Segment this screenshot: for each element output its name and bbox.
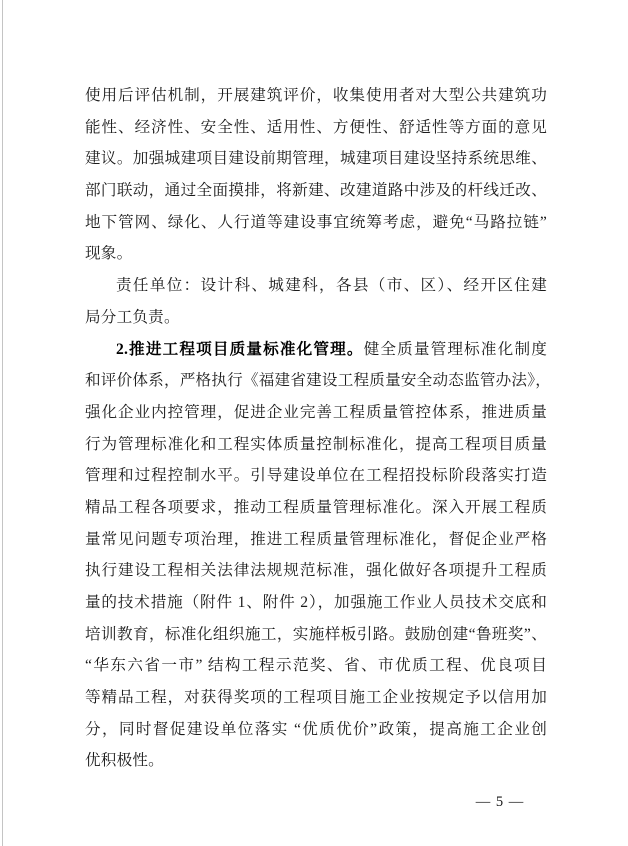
text-segment: 优积极性。 — [85, 752, 164, 770]
text-segment: 执行建设工程相关法律法规规范标准，强化做好各项提升工程质 — [85, 562, 547, 580]
text-line — [85, 175, 547, 207]
text-segment: 精品工程各项要求，推动工程质量管理标准化。深入开展工程质 — [85, 498, 547, 516]
text-segment: 培训教育，标准化组织施工，实施样板引路。鼓励创建“鲁班奖”、 — [85, 625, 547, 643]
text-line — [85, 650, 547, 682]
text-line — [85, 619, 547, 651]
text-line — [85, 302, 547, 334]
bold-heading-segment: 2.推进工程项目质量标准化管理。 — [116, 340, 364, 358]
text-segment: 和评价体系，严格执行《福建省建设工程质量安全动态监管办法》， — [85, 372, 552, 390]
page-footer — [438, 791, 562, 813]
page-number: — 5 — — [475, 794, 525, 810]
text-line — [85, 80, 547, 112]
text-segment: 现象。 — [85, 245, 133, 263]
text-segment: 等精品工程，对获得奖项的工程项目施工企业按规定予以信用加 — [85, 689, 547, 707]
text-segment: 部门联动，通过全面摸排，将新建、改建道路中涉及的杆线迁改、 — [85, 182, 547, 200]
text-segment: 能性、经济性、安全性、适用性、方便性、舒适性等方面的意见 — [85, 118, 547, 136]
text-line — [85, 460, 547, 492]
document-body — [85, 80, 552, 777]
text-line — [85, 429, 547, 461]
text-segment: 量常见问题专项治理，推进工程质量管理标准化，督促企业严格 — [85, 530, 547, 548]
text-line — [85, 112, 547, 144]
text-segment: 量的技术措施（附件 1、附件 2），加强施工作业人员技术交底和 — [85, 594, 547, 611]
text-line — [85, 397, 547, 429]
text-line — [85, 714, 547, 746]
text-segment: 局分工负责。 — [85, 308, 180, 326]
text-line — [85, 365, 552, 397]
text-line — [85, 524, 547, 556]
text-line — [85, 587, 547, 619]
text-line — [85, 334, 547, 366]
text-segment: 建议。加强城建项目建设前期管理，城建项目建设坚持系统思维、 — [85, 150, 547, 168]
text-segment: 行为管理标准化和工程实体质量控制标准化，提高工程项目质量 — [85, 435, 547, 453]
text-segment: 健全质量管理标准化制度 — [363, 340, 547, 358]
text-segment: 分，同时督促建设单位落实 “优质优价”政策，提高施工企业创 — [85, 720, 547, 738]
text-segment: 地下管网、绿化、人行道等建设事宜统筹考虑，避免“马路拉链” — [85, 213, 547, 231]
text-segment: 使用后评估机制，开展建筑评价，收集使用者对大型公共建筑功 — [85, 87, 547, 104]
text-line — [85, 143, 547, 175]
text-line — [85, 492, 547, 524]
text-line — [85, 238, 547, 270]
text-line — [85, 207, 547, 239]
text-segment: 强化企业内控管理，促进企业完善工程质量管控体系，推进质量 — [85, 403, 547, 421]
scan-edge-line — [2, 0, 3, 846]
text-segment: 管理和过程控制水平。引导建设单位在工程招投标阶段落实打造 — [85, 467, 547, 485]
text-line — [85, 270, 547, 302]
text-segment: “华东六省一市” 结构工程示范奖、省、市优质工程、优良项目 — [85, 657, 547, 675]
text-segment: 责任单位：设计科、城建科，各县（市、区）、经开区住建 — [116, 277, 547, 295]
text-line — [85, 682, 547, 714]
text-line — [85, 745, 547, 777]
text-line — [85, 555, 547, 587]
